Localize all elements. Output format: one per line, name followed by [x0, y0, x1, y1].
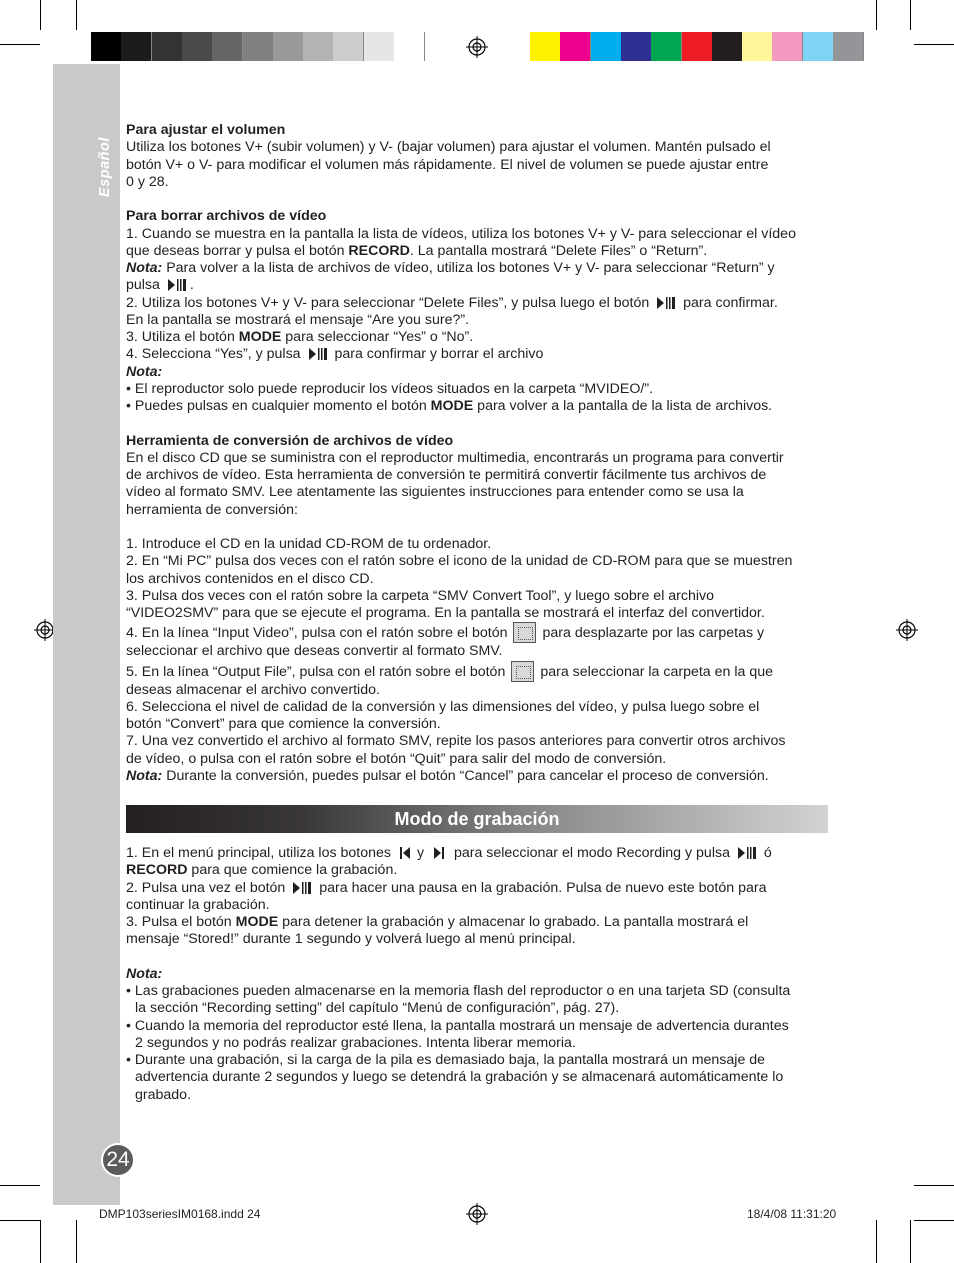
delete-line: 4. Selecciona “Yes”, y pulsa para confirmar y borrar el archivo — [126, 346, 544, 363]
convert-step: seleccionar el archivo que deseas convertir al formato SMV. — [126, 643, 503, 660]
color-swatch — [712, 32, 743, 61]
convert-step: 4. En la línea “Input Video”, pulsa con el ratón sobre el botón para desplazarte por las carpetas y — [126, 622, 832, 643]
main-content — [126, 122, 832, 785]
crop-mark — [876, 0, 877, 30]
convert-step: 2. En “Mi PC” pulsa dos veces con el ratón sobre el icono de la unidad de CD-ROM para que se muestren — [126, 553, 793, 570]
color-swatch — [212, 32, 243, 61]
record-line: 2. Pulsa una vez el botón para hacer una pausa en la grabación. Pulsa de nuevo este botón para — [126, 879, 767, 896]
crop-mark — [40, 1220, 41, 1263]
record-bullet: advertencia durante 2 segundos y luego se detendrá la grabación y se almacenará automáticamente lo — [135, 1069, 784, 1086]
record-bullet: grabado. — [135, 1086, 192, 1103]
delete-bullet: • Puedes pulsas en cualquier momento el botón MODE para volver a la pantalla de la lista de archivos. — [126, 398, 773, 414]
color-swatch — [682, 32, 713, 61]
convert-step: 7. Una vez convertido el archivo al formato SMV, repite los pasos anteriores para convertir otros archivos — [126, 733, 786, 750]
convert-step: de vídeo, o pulsa con el ratón sobre el botón “Quit” para salir del modo de conversión. — [126, 750, 667, 767]
volume-heading: Para ajustar el volumen — [126, 122, 286, 138]
registration-mark-icon — [466, 1203, 488, 1225]
delete-note: Nota: Para volver a la lista de archivos de vídeo, utiliza los botones V+ y V- para seleccionar “Return” y — [126, 260, 775, 276]
color-swatch — [333, 32, 364, 61]
color-swatch — [91, 32, 122, 61]
registration-mark-icon — [466, 36, 488, 58]
record-line: 1. En el menú principal, utiliza los botones y para seleccionar el modo Recording y pulsa ó — [126, 845, 772, 861]
convert-heading: Herramienta de conversión de archivos de vídeo — [126, 432, 454, 449]
record-bullet: la sección “Recording setting” del capítulo “Menú de configuración”, pág. 27). — [135, 1000, 620, 1017]
convert-step: 3. Pulsa dos veces con el ratón sobre la carpeta “SMV Convert Tool”, y luego sobre el archivo — [126, 587, 715, 604]
record-line: continuar la grabación. — [126, 896, 270, 913]
convert-step: 5. En la línea “Output File”, pulsa con el ratón sobre el botón para seleccionar la carpeta en la que — [126, 661, 832, 682]
delete-bullet: • El reproductor solo puede reproducir los vídeos situados en la carpeta “MVIDEO/”. — [126, 380, 654, 397]
previous-icon — [398, 846, 414, 860]
next-icon — [431, 846, 447, 860]
delete-line: 2. Utiliza los botones V+ y V- para seleccionar “Delete Files”, y pulsa luego el botón para confirmar. — [126, 294, 778, 311]
crop-mark — [914, 1220, 954, 1221]
record-note-label: Nota: — [126, 965, 163, 982]
color-swatch — [833, 32, 864, 61]
footer-file: DMP103seriesIM0168.indd 24 — [99, 1207, 261, 1221]
color-swatch — [273, 32, 304, 61]
record-content — [126, 845, 832, 1104]
crop-mark — [76, 1220, 77, 1263]
record-bullet: • Durante una grabación, si la carga de la pila es demasiado baja, la pantalla mostrará un mensaje de — [126, 1052, 766, 1068]
crop-mark — [914, 44, 954, 45]
record-bullet: 2 segundos y no podrás realizar grabaciones. Intenta liberar memoria. — [135, 1034, 576, 1051]
record-bullet: • Cuando la memoria del reproductor esté llena, la pantalla mostrará un mensaje de advertencia durantes — [126, 1017, 789, 1034]
crop-mark — [0, 44, 40, 45]
color-swatch — [121, 32, 152, 61]
convert-step: 6. Selecciona el nivel de calidad de la conversión y las dimensiones del vídeo, y pulsa luego sobre el — [126, 698, 760, 715]
page-sidebar — [53, 64, 120, 1205]
crop-mark — [910, 0, 911, 30]
record-bullet: • Las grabaciones pueden almacenarse en la memoria flash del reproductor o en una tarjeta SD (consulta — [126, 983, 791, 999]
play-pause-icon — [292, 881, 312, 895]
footer-date: 18/4/08 11:31:20 — [747, 1207, 837, 1221]
convert-line: de archivos de vídeo. Esta herramienta de conversión te permitirá convertir fácilmente tus archivos de — [126, 467, 767, 483]
record-line: mensaje “Stored!” durante 1 segundo y volverá luego al menú principal. — [126, 931, 576, 948]
delete-line: 3. Utiliza el botón MODE para seleccionar “Yes” o “No”. — [126, 329, 474, 345]
color-swatch — [530, 32, 561, 61]
color-swatch — [394, 32, 425, 61]
crop-mark — [910, 1220, 911, 1263]
crop-mark — [914, 1185, 954, 1186]
delete-line: En la pantalla se mostrará el mensaje “Are you sure?”. — [126, 311, 470, 328]
volume-line: 0 y 28. — [126, 173, 169, 190]
play-pause-icon — [167, 278, 187, 292]
convert-note: Nota: Durante la conversión, puedes pulsar el botón “Cancel” para cancelar el proceso de conversión. — [126, 767, 769, 784]
crop-mark — [0, 1220, 40, 1221]
convert-step: deseas almacenar el archivo convertido. — [126, 681, 380, 698]
color-swatch — [742, 32, 773, 61]
language-label: Español — [97, 137, 113, 197]
color-swatch — [303, 32, 334, 61]
color-swatch — [243, 32, 274, 61]
section-banner: Modo de grabación — [126, 805, 828, 833]
convert-step: 1. Introduce el CD en la unidad CD-ROM de tu ordenador. — [126, 536, 492, 552]
play-pause-icon — [656, 296, 676, 310]
color-swatch — [560, 32, 591, 61]
convert-line: vídeo al formato SMV. Lee atentamente las siguientes instrucciones para entender como se usa la — [126, 484, 744, 501]
delete-line: pulsa . — [126, 277, 194, 294]
play-pause-icon — [308, 347, 328, 361]
play-pause-icon — [737, 846, 757, 860]
color-swatch — [591, 32, 622, 61]
convert-line: herramienta de conversión: — [126, 501, 298, 518]
convert-step: los archivos contenidos en el disco CD. — [126, 570, 374, 587]
crop-mark — [40, 0, 41, 30]
crop-mark — [0, 1185, 40, 1186]
delete-heading: Para borrar archivos de vídeo — [126, 208, 327, 225]
delete-line: 1. Cuando se muestra en la pantalla la lista de vídeos, utiliza los botones V+ y V- para seleccionar el vídeo — [126, 225, 796, 242]
browse-button-icon — [513, 622, 536, 643]
record-line: RECORD para que comience la grabación. — [126, 862, 398, 879]
color-swatch — [364, 32, 395, 61]
registration-mark-icon — [896, 619, 918, 641]
color-swatch — [152, 32, 183, 61]
record-line: 3. Pulsa el botón MODE para detener la grabación y almacenar lo grabado. La pantalla mostrará el — [126, 914, 749, 930]
convert-step: “VIDEO2SMV” para que se ejecute el programa. En la pantalla se mostrará el interfaz del convertidor. — [126, 605, 765, 621]
volume-line: Utiliza los botones V+ (subir volumen) y V- (bajar volumen) para ajustar el volumen. Mantén pulsado el — [126, 139, 771, 156]
crop-mark — [76, 0, 77, 30]
color-swatch — [803, 32, 834, 61]
color-swatch — [621, 32, 652, 61]
volume-line: botón V+ o V- para modificar el volumen más rápidamente. El nivel de volumen se puede ajustar entre — [126, 156, 769, 173]
browse-button-icon — [511, 661, 534, 682]
convert-step: botón “Convert” para que comience la conversión. — [126, 716, 441, 732]
delete-note-label: Nota: — [126, 363, 163, 380]
convert-line: En el disco CD que se suministra con el reproductor multimedia, encontrarás un programa para convertir — [126, 449, 784, 466]
page-number: 24 — [101, 1143, 135, 1177]
color-swatch — [772, 32, 803, 61]
delete-line: que deseas borrar y pulsa el botón RECORD. La pantalla mostrará “Delete Files” o “Return”. — [126, 242, 708, 259]
crop-mark — [876, 1220, 877, 1263]
color-swatch — [651, 32, 682, 61]
color-swatch — [182, 32, 213, 61]
